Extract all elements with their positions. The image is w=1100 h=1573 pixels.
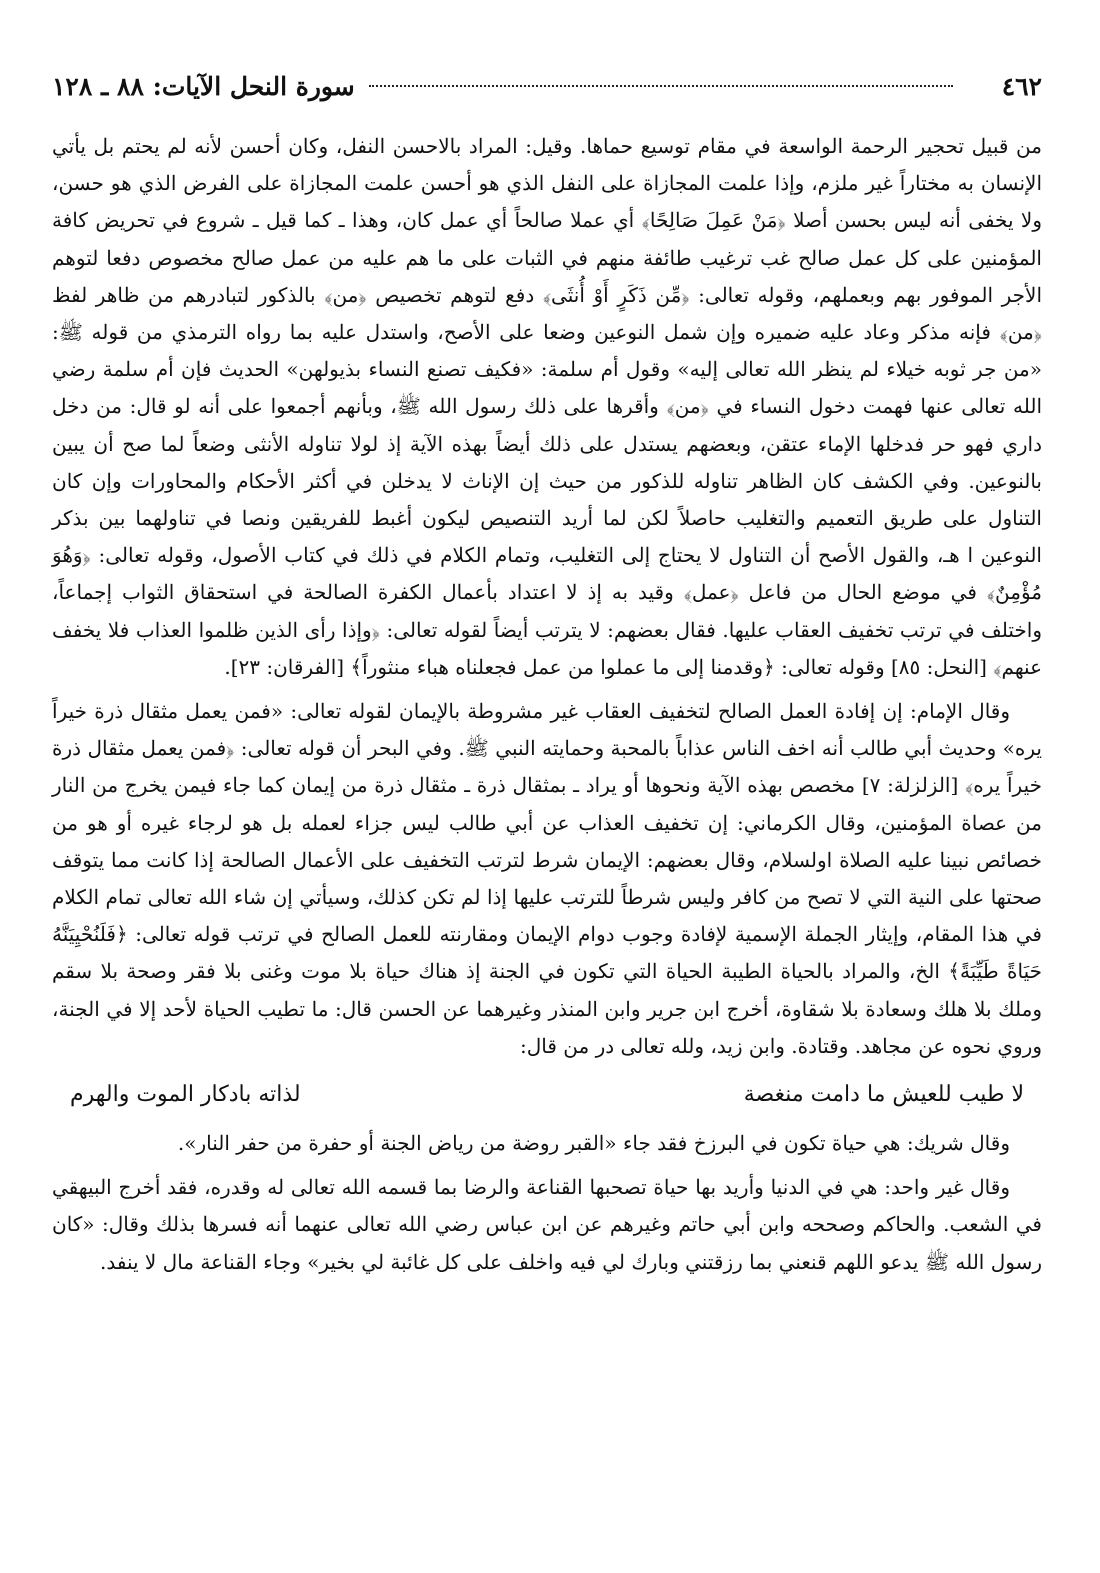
commentary-text bbox=[52, 128, 1042, 1281]
commentary-paragraph-2: وقال الإمام: إن إفادة العمل الصالح لتخفيف العقاب غير مشروطة بالإيمان لقوله تعالى: «فمن يعمل مثقال ذرة خيراً يره» وحديث أبي طالب أنه اخف الناس عذاباً بالمحبة وحمايته النبي ﷺ. وفي البحر أن قوله تعالى: ﴿فمن يعمل مثقال ذرة خيراً يره﴾ [الزلزلة: ٧] مخصص بهذه الآية ونحوها أو يراد ـ بمثقال ذرة ـ مثقال ذرة من إيمان كما جاء فيمن يخرج من النار من عصاة المؤمنين، وقال الكرماني: إن تخفيف العذاب عن أبي طالب ليس جزاء لعمله بل هو لرجاء غيره أو هو من خصائص نبينا عليه الصلاة اولسلام، وقال بعضهم: الإيمان شرط لترتب التخفيف على الأعمال الصالحة إذا كانت مما يتوقف صحتها على النية التي لا تصح من كافر وليس شرطاً للترتب عليها إذا لم تكن كذلك، وسيأتي إن شاء الله تعالى تمام الكلام في هذا المقام، وإيثار الجملة الإسمية لإفادة وجوب دوام الإيمان ومقارنته للعمل الصالح في ترتب قوله تعالى: ﴿فَلَنُحْيِيَنَّهُ حَيَاةً طَيِّبَةً﴾ الخ، والمراد بالحياة الطيبة الحياة التي تكون في الجنة إذ هناك حياة بلا موت وغنى بلا فقر وصحة بلا سقم وملك بلا هلك وسعادة بلا شقاوة، أخرج ابن جرير وابن المنذر وغيرهما عن الحسن قال: ما تطيب الحياة لأحد إلا في الجنة، وروي نحوه عن مجاهد. وقتادة. وابن زيد، ولله تعالى در من قال: bbox=[52, 699, 1042, 1058]
surah-title: سورة النحل الآيات: ٨٨ ـ ١٢٨ bbox=[52, 71, 355, 101]
poem-second-hemistich: لذاته بادكار الموت والهرم bbox=[70, 1082, 301, 1108]
running-header bbox=[52, 62, 1042, 110]
commentary-paragraph-4: وقال غير واحد: هي في الدنيا وأريد بها حياة تصحبها القناعة والرضا بما قسمه الله تعالى له وقدره، فقد أخرج البيهقي في الشعب. والحاكم وصححه وابن أبي حاتم وغيرهم عن ابن عباس رضي الله تعالى عنهما أنه فسرها بذلك وقال: «كان رسول الله ﷺ يدعو اللهم قنعني بما رزقتني وبارك لي فيه واخلف على كل غائبة لي بخير» وجاء القناعة مال لا ينفد. bbox=[52, 1175, 1042, 1274]
poem-verse bbox=[52, 1077, 1042, 1113]
page-number: ٤٦٢ bbox=[1001, 71, 1042, 101]
poem-first-hemistich: لا طيب للعيش ما دامت منغصة bbox=[743, 1082, 1024, 1108]
book-page bbox=[52, 62, 1042, 1288]
header-leader-dots bbox=[369, 85, 953, 87]
commentary-paragraph-1: من قبيل تحجير الرحمة الواسعة في مقام توسيع حماها. وقيل: المراد بالاحسن النفل، وكان أحسن لأنه لم يحتم بل يأتي الإنسان به مختاراً غير ملزم، وإذا علمت المجازاة على النفل الذي هو أحسن علمت المجازاة على الفرض الذي هو حسن، ولا يخفى أنه ليس بحسن أصلا ﴿مَنْ عَمِلَ صَالِحًا﴾ أي عملا صالحاً أي عمل كان، وهذا ـ كما قيل ـ شروع في تحريض كافة المؤمنين على كل عمل صالح غب ترغيب طائفة منهم في الثبات على ما هم عليه من عمل صالح مخصوص دفعا لتوهم الأجر الموفور بهم وبعملهم، وقوله تعالى: ﴿مِّن ذَكَرٍ أَوْ أُنثَى﴾ دفع لتوهم تخصيص ﴿من﴾ بالذكور لتبادرهم من ظاهر لفظ ﴿من﴾ فإنه مذكر وعاد عليه ضميره وإن شمل النوعين وضعا على الأصح، واستدل عليه بما رواه الترمذي من قوله ﷺ: «من جر ثوبه خيلاء لم ينظر الله تعالى إليه» وقول أم سلمة: «فكيف تصنع النساء بذيولهن» الحديث فإن أم سلمة رضي الله تعالى عنها فهمت دخول النساء في ﴿من﴾ وأقرها على ذلك رسول الله ﷺ، وبأنهم أجمعوا على أنه لو قال: من دخل داري فهو حر فدخلها الإماء عتقن، وبعضهم يستدل على ذلك أيضاً بهذه الآية إذ لولا تناوله الأنثى وضعاً لما صح أن يبين بالنوعين. وفي الكشف كان الظاهر تناوله للذكور من حيث إن الإناث لا يدخلن في أكثر الأحكام والمحاورات وإن كان التناول على طريق التعميم والتغليب حاصلاً لكن لما أريد التنصيص ليكون أغبط للفريقين ونصا في تناولهما بين بذكر النوعين ا هـ، والقول الأصح أن التناول لا يحتاج إلى التغليب، وتمام الكلام في ذلك في كتاب الأصول، وقوله تعالى: ﴿وَهُوَ مُؤْمِنٌ﴾ في موضع الحال من فاعل ﴿عمل﴾ وقيد به إذ لا اعتداد بأعمال الكفرة الصالحة في استحقاق الثواب إجماعاً، واختلف في ترتب تخفيف العقاب عليها. فقال بعضهم: لا يترتب أيضاً لقوله تعالى: ﴿وإذا رأى الذين ظلموا العذاب فلا يخفف عنهم﴾ [النحل: ٨٥] وقوله تعالى: ﴿وقدمنا إلى ما عملوا من عمل فجعلناه هباء منثوراً﴾ [الفرقان: ٢٣]. bbox=[52, 134, 1042, 679]
commentary-paragraph-3: وقال شريك: هي حياة تكون في البرزخ فقد جاء «القبر روضة من رياض الجنة أو حفرة من حفر النار». bbox=[177, 1131, 1010, 1156]
